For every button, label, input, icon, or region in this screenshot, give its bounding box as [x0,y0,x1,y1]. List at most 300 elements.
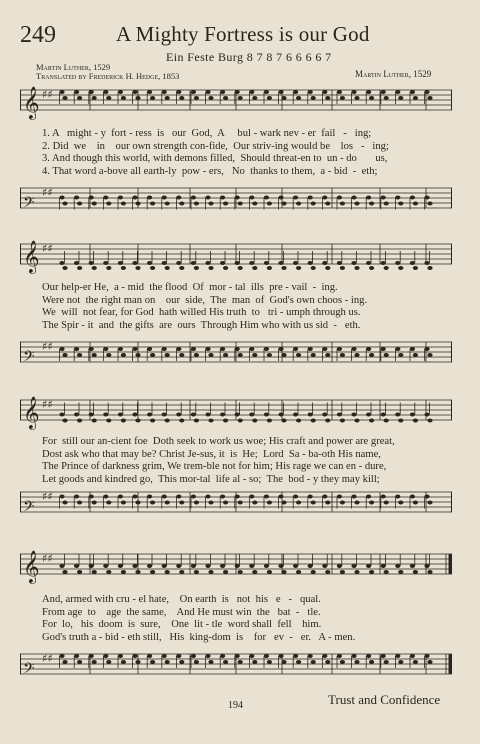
note-head [354,353,359,357]
note-head [121,570,126,574]
note-head [427,419,432,423]
note-head [179,96,184,100]
note-head [194,501,199,505]
note-head [384,660,389,664]
note-head [311,501,316,505]
note-head [354,266,359,270]
note-head [106,202,111,206]
lyric-line: For still our an-cient foe Doth seek to work us woe; His craft and power are great, [42,436,395,447]
note-head [179,266,184,270]
lyrics-system-4 [42,594,462,644]
note-head [191,495,196,499]
note-head [118,90,123,94]
note-head [308,90,313,94]
note-head [205,654,210,658]
note-head [238,660,243,664]
note-head [322,495,327,499]
note-head [410,564,415,568]
note-head [340,660,345,664]
note-head [59,413,64,417]
note-head [235,413,240,417]
note-head [311,660,316,664]
note-head [77,202,82,206]
note-head [77,501,82,505]
note-head [132,413,137,417]
note-head [384,266,389,270]
note-head [369,202,374,206]
note-head [220,347,225,351]
note-head [351,90,356,94]
note-head [267,96,272,100]
note-head [410,654,415,658]
note-head [296,202,301,206]
tune-name-meter: Ein Feste Burg 8 7 8 7 6 6 6 6 7 [166,50,332,64]
note-head [106,353,111,357]
note-head [366,90,371,94]
note-head [278,347,283,351]
note-head [208,419,213,423]
note-head [410,90,415,94]
note-head [238,96,243,100]
note-head [165,353,170,357]
key-signature-icon: ♯♯ [42,552,53,565]
lyric-line: For lo, his doom is sure, One lit - tle word shall fell him. [42,619,322,631]
note-head [311,96,316,100]
note-head [132,261,137,265]
note-head [150,501,155,505]
hymn-title: A Mighty Fortress is our God [116,22,370,46]
note-head [351,495,356,499]
note-head [293,413,298,417]
note-head [427,266,432,270]
note-head [398,266,403,270]
note-head [252,96,257,100]
note-head [179,501,184,505]
bass-staff [20,334,452,372]
note-head [278,196,283,200]
note-head [220,261,225,265]
note-head [132,654,137,658]
note-head [311,419,316,423]
note-head [106,96,111,100]
note-head [325,202,330,206]
lyric-line: We will not fear, for God hath willed His truth to tri - umph through us. [42,307,361,319]
note-head [92,353,97,357]
note-head [296,96,301,100]
note-head [191,196,196,200]
lyric-line: 4. That word a-bove all earth-ly pow - ers, No thanks to them, a - bid - eth; [42,165,378,177]
note-head [424,347,429,351]
note-head [308,347,313,351]
note-head [162,564,167,568]
note-head [381,196,386,200]
note-head [59,90,64,94]
note-head [191,413,196,417]
note-head [238,266,243,270]
note-head [296,353,301,357]
note-head [220,196,225,200]
note-head [191,261,196,265]
note-head [322,413,327,417]
note-head [205,495,210,499]
lyric-line: 1. A might - y fort - ress is our God, A bul - wark nev - er fail - ing; [42,128,372,139]
note-head [293,347,298,351]
note-head [162,90,167,94]
note-head [395,261,400,265]
note-head [92,266,97,270]
final-barline [449,554,453,574]
note-head [366,654,371,658]
note-head [74,90,79,94]
note-head [118,261,123,265]
note-head [395,347,400,351]
note-head [252,660,257,664]
note-head [135,266,140,270]
bass-clef-icon: 𝄢 [23,498,35,519]
note-head [384,501,389,505]
treble-staff [20,392,452,430]
note-head [354,202,359,206]
note-head [264,261,269,265]
treble-clef-icon: 𝄞 [23,86,40,119]
key-signature-icon: ♯♯ [42,398,53,411]
note-head [325,501,330,505]
note-head [220,90,225,94]
note-head [208,570,213,574]
key-signature-icon: ♯♯ [42,88,53,101]
note-head [337,261,342,265]
note-head [413,419,418,423]
note-head [150,570,155,574]
key-signature-icon: ♯♯ [42,186,53,199]
note-head [205,90,210,94]
note-head [252,266,257,270]
note-head [150,96,155,100]
note-head [62,660,67,664]
note-head [106,501,111,505]
note-head [278,564,283,568]
translation-credit: Translated by Frederick H. Hedge, 1853 [36,71,180,81]
note-head [77,266,82,270]
bass-clef-icon: 𝄢 [23,660,35,681]
note-head [179,419,184,423]
note-head [118,564,123,568]
note-head [62,96,67,100]
note-head [369,353,374,357]
note-head [194,660,199,664]
note-head [325,419,330,423]
note-head [74,564,79,568]
note-head [427,96,432,100]
note-head [147,261,152,265]
note-head [366,495,371,499]
music-system-2-bass [20,334,452,372]
note-head [395,90,400,94]
note-head [223,419,228,423]
note-head [106,419,111,423]
note-head [413,96,418,100]
note-head [118,413,123,417]
note-head [121,419,126,423]
note-head [308,196,313,200]
note-head [351,413,356,417]
note-head [384,96,389,100]
note-head [165,570,170,574]
note-head [340,202,345,206]
note-head [410,495,415,499]
note-head [311,353,316,357]
note-head [395,196,400,200]
note-head [322,564,327,568]
note-head [325,660,330,664]
note-head [398,570,403,574]
note-head [424,261,429,265]
note-head [427,501,432,505]
note-head [354,570,359,574]
note-head [325,266,330,270]
note-head [381,413,386,417]
note-head [103,90,108,94]
note-head [208,202,213,206]
note-head [162,347,167,351]
note-head [337,654,342,658]
note-head [369,419,374,423]
bass-clef-icon: 𝄢 [23,348,35,369]
note-head [325,96,330,100]
note-head [147,495,152,499]
note-head [235,196,240,200]
note-head [293,196,298,200]
note-head [351,654,356,658]
note-head [89,347,94,351]
note-head [89,564,94,568]
bass-clef-icon: 𝄢 [23,194,35,215]
note-head [106,266,111,270]
note-head [424,495,429,499]
note-head [165,660,170,664]
note-head [176,564,181,568]
note-head [311,266,316,270]
music-system-1 [20,82,452,120]
note-head [296,501,301,505]
note-head [147,347,152,351]
lyrics-system-3 [42,436,462,486]
note-head [252,501,257,505]
lyric-line: God's truth a - bid - eth still, His king-dom is for ev - er. A - men. [42,631,356,643]
treble-staff [20,546,452,584]
note-head [384,570,389,574]
note-head [179,660,184,664]
note-head [194,202,199,206]
note-head [278,90,283,94]
note-head [220,495,225,499]
note-head [223,570,228,574]
note-head [264,495,269,499]
note-head [398,96,403,100]
note-head [267,353,272,357]
note-head [92,96,97,100]
treble-staff [20,82,452,120]
note-head [132,90,137,94]
music-system-4 [20,546,452,584]
note-head [427,353,432,357]
note-head [74,347,79,351]
note-head [337,347,342,351]
note-head [398,660,403,664]
note-head [340,501,345,505]
note-head [340,353,345,357]
note-head [366,564,371,568]
note-head [74,495,79,499]
note-head [165,419,170,423]
note-head [121,660,126,664]
note-head [223,501,228,505]
lyric-line: Let goods and kindred go, This mor-tal life al - so; The bod - y they may kill; [42,473,380,485]
note-head [118,196,123,200]
note-head [77,570,82,574]
note-head [413,501,418,505]
note-head [311,202,316,206]
note-head [296,570,301,574]
note-head [351,347,356,351]
note-head [235,347,240,351]
note-head [162,196,167,200]
note-head [150,419,155,423]
note-head [410,261,415,265]
note-head [381,261,386,265]
note-head [92,419,97,423]
note-head [179,353,184,357]
note-head [121,501,126,505]
key-signature-icon: ♯♯ [42,242,53,255]
note-head [147,413,152,417]
note-head [132,196,137,200]
note-head [176,90,181,94]
note-head [147,654,152,658]
note-head [223,202,228,206]
note-head [89,196,94,200]
note-head [162,495,167,499]
note-head [296,419,301,423]
note-head [281,266,286,270]
note-head [293,564,298,568]
note-head [205,196,210,200]
note-head [249,347,254,351]
note-head [264,196,269,200]
bass-staff [20,646,452,684]
note-head [322,347,327,351]
note-head [205,261,210,265]
note-head [413,570,418,574]
note-head [176,413,181,417]
lyric-line: 2. Did we in our own strength con-fide, Our striv-ing would be los - ing; [42,140,389,152]
treble-staff [20,236,452,274]
note-head [235,564,240,568]
note-head [235,654,240,658]
note-head [59,347,64,351]
note-head [132,564,137,568]
note-head [424,654,429,658]
note-head [62,266,67,270]
note-head [337,413,342,417]
note-head [249,495,254,499]
note-head [194,96,199,100]
note-head [351,196,356,200]
note-head [413,266,418,270]
note-head [337,90,342,94]
note-head [278,495,283,499]
note-head [165,96,170,100]
note-head [74,654,79,658]
note-head [322,654,327,658]
note-head [165,501,170,505]
note-head [77,419,82,423]
note-head [322,90,327,94]
note-head [308,564,313,568]
note-head [267,419,272,423]
note-head [208,660,213,664]
lyric-line: Were not the right man on our side, The man of God's own choos - ing. [42,294,368,306]
lyric-line: 3. And though this world, with demons filled, Should threat-en to un - do us, [42,153,388,165]
note-head [337,495,342,499]
note-head [89,654,94,658]
note-head [205,347,210,351]
note-head [264,654,269,658]
note-head [249,196,254,200]
note-head [410,347,415,351]
note-head [208,96,213,100]
note-head [118,495,123,499]
note-head [427,202,432,206]
note-head [252,570,257,574]
note-head [249,564,254,568]
note-head [62,353,67,357]
note-head [264,564,269,568]
note-head [162,413,167,417]
note-head [384,202,389,206]
note-head [410,196,415,200]
music-system-4-bass [20,646,452,684]
note-head [238,419,243,423]
note-head [132,347,137,351]
note-head [77,353,82,357]
note-head [103,413,108,417]
lyric-line: The Prince of darkness grim, We trem-ble not for him; His rage we can en - dure, [42,461,387,473]
note-head [354,96,359,100]
note-head [264,347,269,351]
note-head [121,202,126,206]
note-head [62,202,67,206]
note-head [351,564,356,568]
music-system-2 [20,236,452,274]
note-head [165,266,170,270]
note-head [381,564,386,568]
note-head [191,90,196,94]
note-head [238,202,243,206]
note-head [176,347,181,351]
lyric-line: Our help-er He, a - mid the flood Of mor - tal ills pre - vail - ing. [42,282,338,293]
note-head [118,347,123,351]
note-head [427,660,432,664]
music-system-3 [20,392,452,430]
note-head [92,570,97,574]
note-head [235,90,240,94]
note-head [427,570,432,574]
note-head [165,202,170,206]
note-head [208,266,213,270]
note-head [179,202,184,206]
key-signature-icon: ♯♯ [42,490,53,503]
